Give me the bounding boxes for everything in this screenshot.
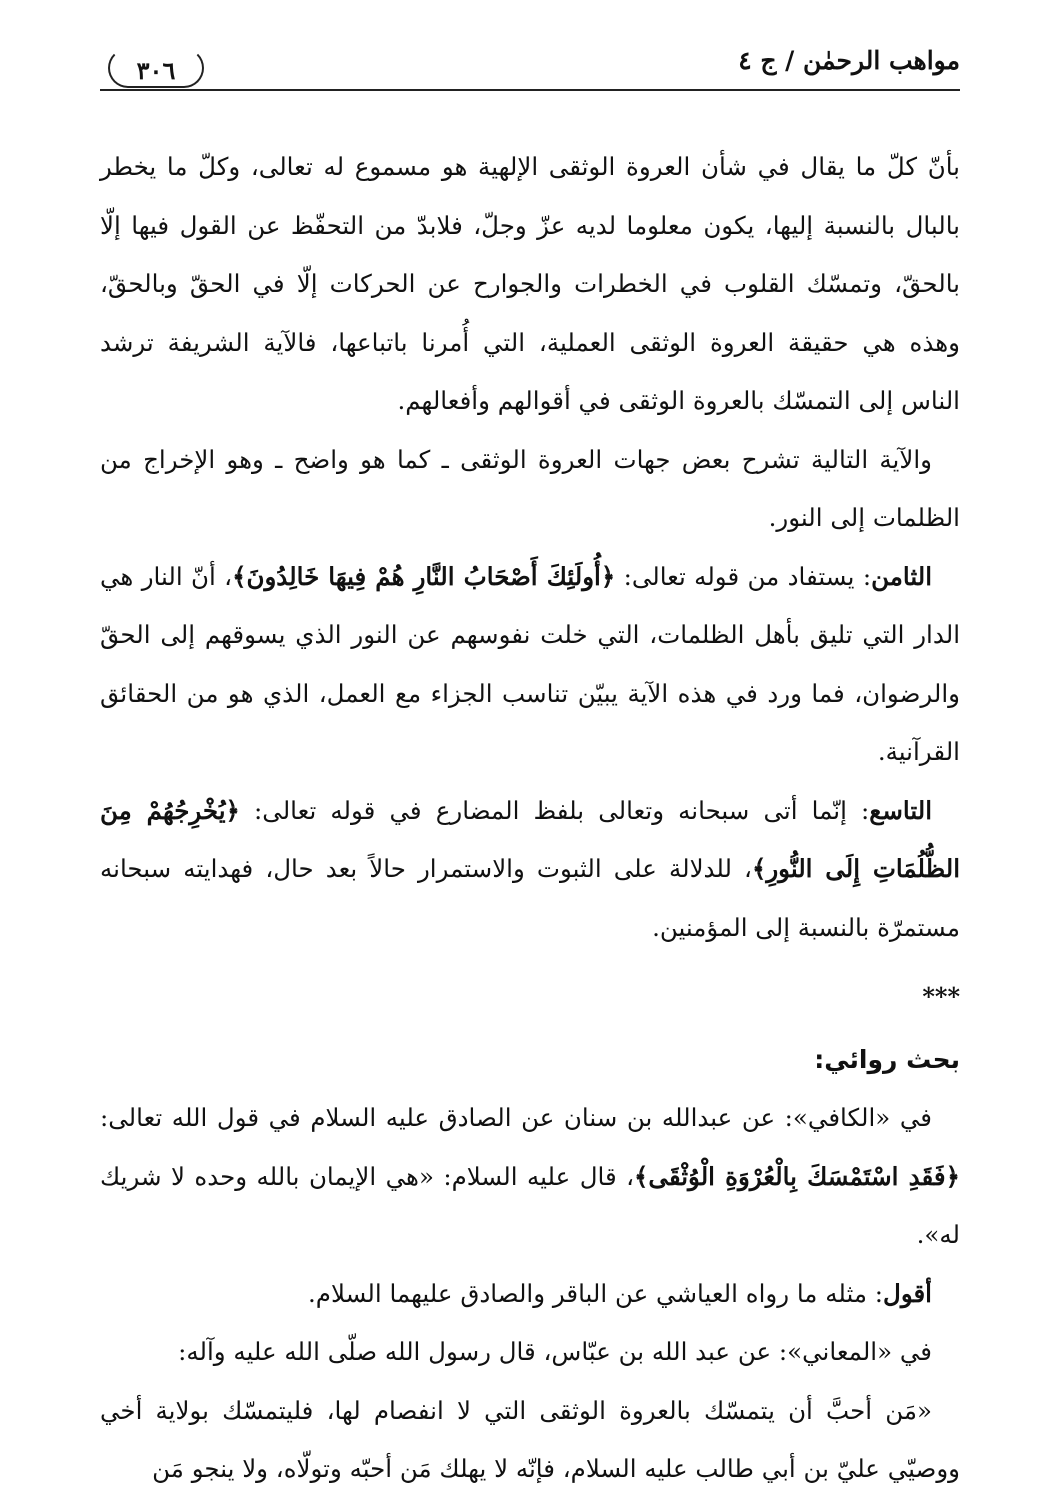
paragraph-4-lead: التاسع: [869, 795, 932, 825]
header-rule: [100, 89, 960, 91]
paragraph-4-quran: ﴿يُخْرِجُهُمْ مِنَ الظُّلُمَاتِ إِلَى النُّورِ﴾: [100, 795, 960, 883]
paragraph-4: [100, 782, 960, 958]
page-number: ٣٠٦: [136, 56, 176, 85]
paragraph-3-text-a: : يستفاد من قوله تعالى:: [615, 561, 872, 591]
page-number-frame: [108, 48, 204, 88]
paragraph-4-text-a: : إنّما أتى سبحانه وتعالى بلفظ المضارع في قوله تعالى:: [239, 795, 870, 825]
paragraph-6-lead: أقول: [883, 1278, 932, 1308]
paragraph-5-text-a: في «الكافي»: عن عبدالله بن سنان عن الصادق عليه السلام في قول الله تعالى:: [100, 1103, 932, 1132]
book-title: مواهب الرحمٰن / ج ٤: [738, 46, 960, 75]
paragraph-3-lead: الثامن: [871, 561, 933, 591]
page-header: [100, 42, 960, 92]
paragraph-1: بأنّ كلّ ما يقال في شأن العروة الوثقى الإلهية هو مسموع له تعالى، وكلّ ما يخطر بالبال بالنسبة إليها، يكون معلوما لديه عزّ وجلّ، فلابدّ من التحفّظ عن القول فيها إلّا بالحقّ، وتمسّك القلوب في الخطرات والجوارح عن الحركات إلّا في الحقّ وبالحقّ، وهذه هي حقيقة العروة الوثقى العملية، التي أُمرنا باتباعها، فالآية الشريفة ترشد الناس إلى التمسّك بالعروة الوثقى في أقوالهم وأفعالهم.: [100, 152, 960, 415]
paragraph-8: «مَن أحبَّ أن يتمسّك بالعروة الوثقى التي لا انفصام لها، فليتمسّك بولاية أخي ووصيّي عليّ بن أبي طالب عليه السلام، فإنّه لا يهلك مَن أحبّه وتولّاه، ولا ينجو مَن: [100, 1395, 960, 1483]
paragraph-3-text-b: ، أنّ النار هي الدار التي تليق بأهل الظلمات، التي خلت نفوسهم عن النور الذي يسوقهم إلى الحقّ والرضوان، فما ورد في هذه الآية يبيّن تناسب الجزاء مع العمل، الذي هو من الحقائق القرآنية.: [100, 561, 960, 766]
section-separator: ***: [922, 982, 960, 1011]
body-text: [100, 138, 960, 1499]
paragraph-6: [100, 1265, 960, 1324]
paragraph-5: [100, 1089, 960, 1265]
paragraph-3: [100, 548, 960, 782]
paragraph-5-quran: ﴿فَقَدِ اسْتَمْسَكَ بِالْعُرْوَةِ الْوُثْقَى﴾: [634, 1161, 960, 1191]
paragraph-2: والآية التالية تشرح بعض جهات العروة الوثقى ـ كما هو واضح ـ وهو الإخراج من الظلمات إلى النور.: [100, 444, 960, 532]
paragraph-7: في «المعاني»: عن عبد الله بن عبّاس، قال رسول الله صلّى الله عليه وآله:: [178, 1337, 932, 1366]
paragraph-5-text-b: ، قال عليه السلام: «هي الإيمان بالله وحده لا شريك له».: [100, 1161, 960, 1249]
section-heading: بحث روائي:: [814, 1045, 960, 1074]
paragraph-4-text-b: ، للدلالة على الثبوت والاستمرار حالاً بعد حال، فهدايته سبحانه مستمرّة بالنسبة إلى المؤمنين.: [100, 854, 960, 942]
paragraph-6-text: : مثله ما رواه العياشي عن الباقر والصادق عليهما السلام.: [308, 1278, 884, 1308]
paragraph-3-quran: ﴿أُولَئِكَ أَصْحَابُ النَّارِ هُمْ فِيهَا خَالِدُونَ﴾: [232, 561, 616, 591]
